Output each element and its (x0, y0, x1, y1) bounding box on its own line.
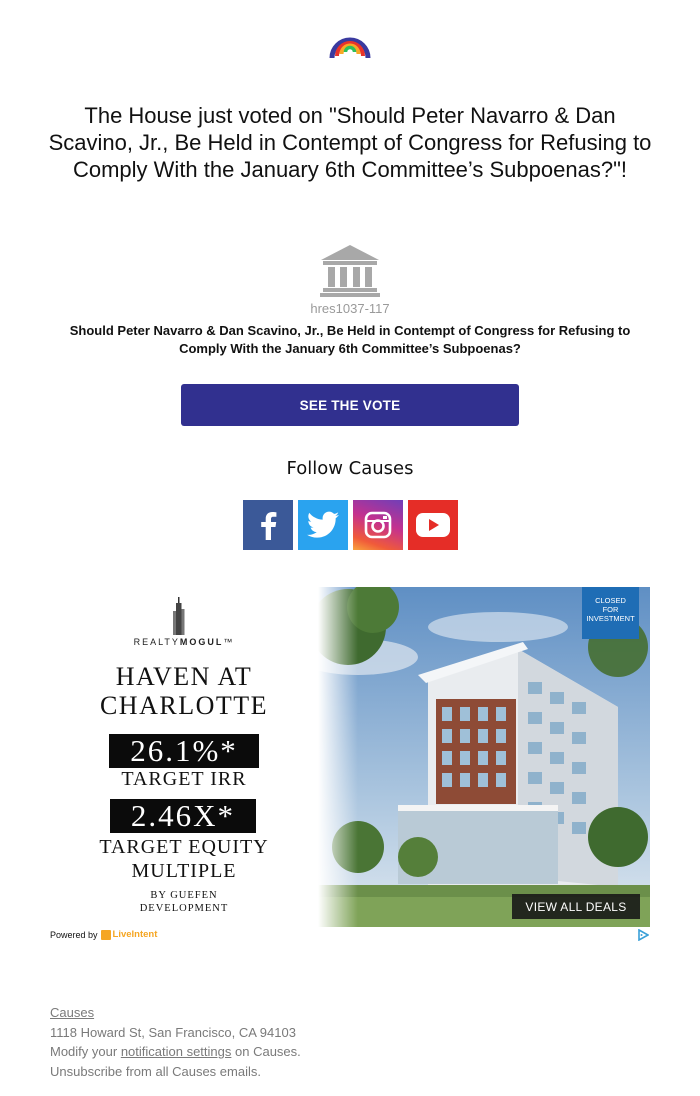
powered-by-label: Powered by (50, 929, 98, 940)
adchoices-icon[interactable] (637, 929, 649, 941)
equity-multiple-label: TARGET EQUITY MULTIPLE (99, 836, 269, 882)
powered-by-liveintent[interactable] (50, 929, 157, 940)
twitter-button[interactable] (298, 500, 348, 550)
closed-for-investment-badge: CLOSED FOR INVESTMENT (582, 587, 639, 639)
target-irr-value: 26.1%* (109, 734, 259, 768)
liveintent-logo: LiveIntent (101, 929, 158, 940)
social-links (243, 500, 458, 550)
equity-multiple-value: 2.46X* (110, 799, 256, 833)
target-irr-label: TARGET IRR (121, 768, 247, 790)
property-name: HAVEN AT CHARLOTTE (99, 662, 269, 720)
footer-unsubscribe[interactable]: Unsubscribe from all Causes emails. (50, 1063, 261, 1079)
follow-heading: Follow Causes (286, 458, 414, 479)
capitol-building-icon (318, 243, 382, 297)
bill-id: hres1037-117 (310, 301, 390, 316)
causes-logo-icon[interactable] (328, 20, 372, 60)
headline: The House just voted on "Should Peter Navarro & Dan Scavino, Jr., Be Held in Contempt of Congress for Refusing to Comply With the January 6th Committee’s Subpoenas?"! (48, 103, 652, 182)
footer-modify: Modify your notification settings on Causes. (50, 1044, 301, 1059)
youtube-icon (415, 512, 451, 538)
instagram-button[interactable] (353, 500, 403, 550)
twitter-icon (307, 511, 339, 539)
bill-title: Should Peter Navarro & Dan Scavino, Jr., Be Held in Contempt of Congress for Refusing to Comply With the January 6th Committee’s Subpoenas? (69, 323, 631, 356)
instagram-icon (364, 511, 392, 539)
liveintent-icon (101, 930, 111, 940)
realty-mogul-tower-icon (171, 597, 187, 635)
footer (50, 1003, 301, 1081)
ad-text-panel (50, 587, 318, 927)
developer-credit: BY GUEFEN DEVELOPMENT (139, 890, 229, 914)
notification-settings-link[interactable]: notification settings (120, 1044, 232, 1059)
realty-mogul-ad[interactable] (50, 587, 650, 927)
realty-mogul-brand: REALTYMOGUL™ (133, 637, 235, 647)
causes-link[interactable]: Causes (50, 1005, 95, 1020)
facebook-icon (257, 510, 279, 540)
see-the-vote-button[interactable]: SEE THE VOTE (181, 384, 519, 426)
footer-address: 1118 Howard St, San Francisco, CA 94103 (50, 1024, 296, 1040)
view-all-deals-button[interactable]: VIEW ALL DEALS (512, 894, 640, 919)
youtube-button[interactable] (408, 500, 458, 550)
facebook-button[interactable] (243, 500, 293, 550)
